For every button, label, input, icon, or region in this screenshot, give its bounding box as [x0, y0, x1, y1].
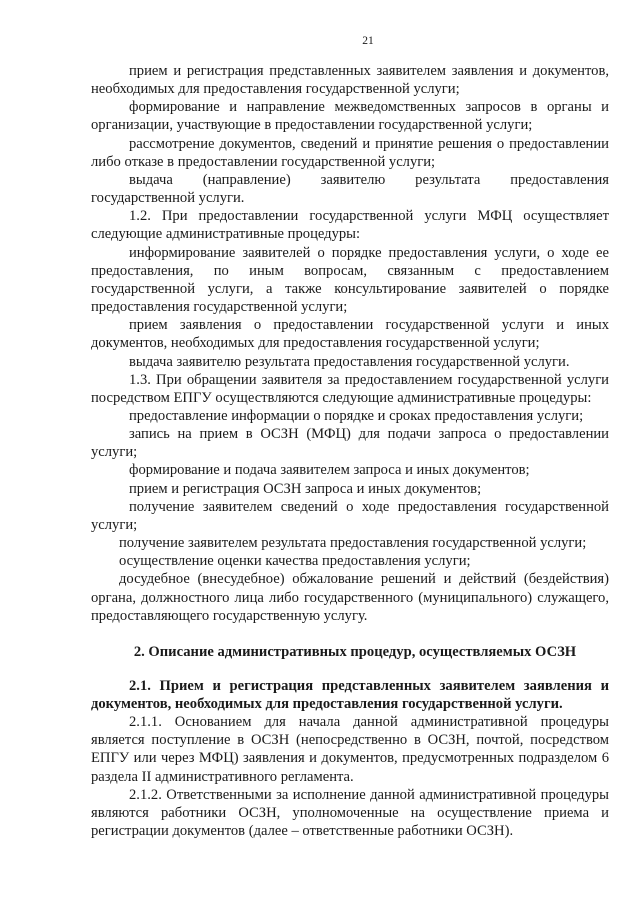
- paragraph: 2.1.2. Ответственными за исполнение данной административной процедуры являются работники ОСЗН, уполномоченные на осуществление приема и регистрации документов (далее – ответственные работники ОСЗН).: [91, 786, 609, 840]
- paragraph: прием заявления о предоставлении государственной услуги и иных документов, необходимых для предоставления государственной услуги;: [91, 317, 609, 352]
- paragraph: прием и регистрация ОСЗН запроса и иных документов;: [129, 480, 482, 497]
- paragraph: получение заявителем сведений о ходе предоставления государственной услуги;: [91, 498, 609, 533]
- paragraph: формирование и направление межведомственных запросов в органы и организации, участвующие в предоставлении государственной услуги;: [91, 99, 609, 134]
- paragraph: формирование и подача заявителем запроса и иных документов;: [129, 462, 530, 479]
- paragraph: 1.3. При обращении заявителя за предоставлением государственной услуги посредством ЕПГУ осуществляются следующие административные процедуры:: [91, 371, 609, 406]
- page-number: 21: [362, 35, 374, 47]
- paragraph: 2.1.1. Основанием для начала данной административной процедуры является поступление в ОСЗН (непосредственно в ОСЗН, почтой, посредством ЕПГУ или через МФЦ) заявления и документов, предусмотренных подразделом 6 раздела II административного регламента.: [91, 714, 609, 785]
- paragraph: рассмотрение документов, сведений и принятие решения о предоставлении либо отказе в предоставлении государственной услуги;: [91, 135, 609, 170]
- subsection-title: 2.1. Прием и регистрация представленных заявителем заявления и документов, необходимых для предоставления государственной услуги.: [91, 677, 609, 712]
- paragraph: предоставление информации о порядке и сроках предоставления услуги;: [129, 407, 584, 424]
- paragraph: осуществление оценки качества предоставления услуги;: [119, 553, 471, 570]
- paragraph: 1.2. При предоставлении государственной услуги МФЦ осуществляет следующие административные процедуры:: [91, 208, 609, 243]
- section-title: 2. Описание административных процедур, осуществляемых ОСЗН: [133, 643, 577, 660]
- paragraph: информирование заявителей о порядке предоставления услуги, о ходе ее предоставления, по иным вопросам, связанным с предоставлением государственной услуги, а также консультирование заявителей о порядке предоставления государственной услуги;: [91, 244, 609, 316]
- paragraph: прием и регистрация представленных заявителем заявления и документов, необходимых для предоставления государственной услуги;: [91, 63, 609, 98]
- paragraph: досудебное (внесудебное) обжалование решений и действий (бездействия) органа, должностного лица либо государственного (муниципального) служащего, предоставляющего государственную услугу.: [91, 571, 609, 624]
- document-page: [91, 34, 609, 840]
- paragraph: запись на прием в ОСЗН (МФЦ) для подачи запроса о предоставлении услуги;: [91, 426, 609, 461]
- paragraph: выдача заявителю результата предоставления государственной услуги.: [129, 353, 570, 370]
- paragraph: получение заявителем результата предоставления государственной услуги;: [119, 535, 587, 552]
- paragraph: выдача (направление) заявителю результата предоставления государственной услуги.: [91, 171, 609, 207]
